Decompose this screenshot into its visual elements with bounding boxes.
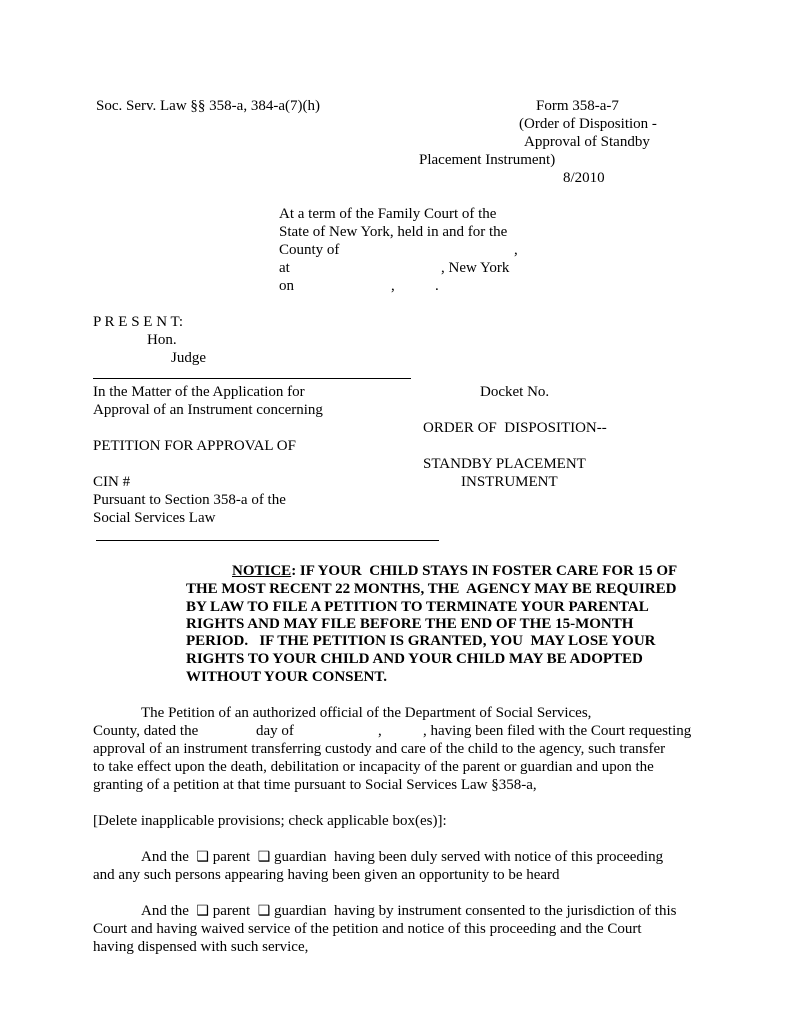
county-label: County of <box>279 242 340 258</box>
form-description-line-3: Placement Instrument) <box>419 152 556 168</box>
docket-label: Docket No. <box>480 384 550 400</box>
notice-line-6: RIGHTS TO YOUR CHILD AND YOUR CHILD MAY BE ADOPTED <box>186 651 643 667</box>
present-label: P R E S E N T: <box>93 314 184 330</box>
notice-line-1 <box>232 562 677 580</box>
judge-label: Judge <box>171 350 206 366</box>
notice-line-2: THE MOST RECENT 22 MONTHS, THE AGENCY MAY BE REQUIRED <box>186 581 677 597</box>
paragraph-2-line-1-text: having been duly served with notice of this proceeding <box>334 849 664 865</box>
parent-checkbox[interactable]: ❑ <box>196 850 209 865</box>
petition-title: PETITION FOR APPROVAL OF <box>93 438 296 454</box>
paragraph-1-county-dated: County, dated the <box>93 723 199 739</box>
statute-citation: Soc. Serv. Law §§ 358-a, 384-a(7)(h) <box>96 98 320 114</box>
paragraph-1-line-3: approval of an instrument transferring custody and care of the child to the agency, such transfer <box>93 741 666 757</box>
and-the-label: And the <box>141 903 189 919</box>
caption-bottom-rule <box>96 540 439 541</box>
court-line-1: At a term of the Family Court of the <box>279 206 497 222</box>
paragraph-3-line-1-text: having by instrument consented to the jurisdiction of this <box>334 903 677 919</box>
at-label: at <box>279 260 290 276</box>
parent-checkbox[interactable]: ❑ <box>196 904 209 919</box>
paragraph-3-line-2: Court and having waived service of the petition and notice of this proceeding and the Court <box>93 921 642 937</box>
parent-label: parent <box>212 849 251 865</box>
guardian-checkbox[interactable]: ❑ <box>257 904 271 919</box>
guardian-label: guardian <box>274 903 327 919</box>
delete-instructions: [Delete inapplicable provisions; check applicable box(es)]: <box>93 813 447 829</box>
standby-title-line-1: STANDBY PLACEMENT <box>423 456 586 472</box>
notice-line-7: WITHOUT YOUR CONSENT. <box>186 669 388 685</box>
court-line-2: State of New York, held in and for the <box>279 224 508 240</box>
and-the-label: And the <box>141 849 189 865</box>
date-period: . <box>435 278 439 294</box>
standby-title-line-2: INSTRUMENT <box>461 474 558 490</box>
new-york-label: , New York <box>441 260 510 276</box>
paragraph-1-line-5: granting of a petition at that time pursuant to Social Services Law §358-a, <box>93 777 537 793</box>
caption-top-rule <box>93 378 411 379</box>
date-comma: , <box>391 278 395 294</box>
matter-line-2: Approval of an Instrument concerning <box>93 402 323 418</box>
notice-line-1-text: : IF YOUR CHILD STAYS IN FOSTER CARE FOR 15 OF <box>291 563 678 579</box>
pursuant-line-2: Social Services Law <box>93 510 216 526</box>
form-number: Form 358-a-7 <box>536 98 619 114</box>
notice-line-3: BY LAW TO FILE A PETITION TO TERMINATE YOUR PARENTAL <box>186 599 649 615</box>
matter-line-1: In the Matter of the Application for <box>93 384 305 400</box>
guardian-checkbox[interactable]: ❑ <box>257 850 271 865</box>
parent-label: parent <box>212 903 251 919</box>
county-comma: , <box>514 242 518 258</box>
notice-line-5: PERIOD. IF THE PETITION IS GRANTED, YOU MAY LOSE YOUR <box>186 633 656 649</box>
paragraph-2-line-2: and any such persons appearing having been given an opportunity to be heard <box>93 867 560 883</box>
paragraph-3-line-3: having dispensed with such service, <box>93 939 309 955</box>
form-date: 8/2010 <box>563 170 605 186</box>
notice-label: NOTICE <box>232 563 292 579</box>
paragraph-1-filed: , having been filed with the Court requesting <box>423 723 692 739</box>
pursuant-line-1: Pursuant to Section 358-a of the <box>93 492 286 508</box>
notice-line-4: RIGHTS AND MAY FILE BEFORE THE END OF THE 15-MONTH <box>186 616 634 632</box>
on-label: on <box>279 278 294 294</box>
order-title: ORDER OF DISPOSITION-- <box>423 420 607 436</box>
form-description-line-1: (Order of Disposition - <box>519 116 657 132</box>
paragraph-1-line-4: to take effect upon the death, debilitation or incapacity of the parent or guardian and upon the <box>93 759 654 775</box>
paragraph-1-comma: , <box>378 723 382 739</box>
paragraph-1-line-1: The Petition of an authorized official of the Department of Social Services, <box>141 705 592 721</box>
paragraph-2-line-1 <box>141 848 663 867</box>
guardian-label: guardian <box>274 849 327 865</box>
cin-label: CIN # <box>93 474 131 490</box>
hon-label: Hon. <box>147 332 177 348</box>
paragraph-3-line-1 <box>141 902 676 921</box>
paragraph-1-day-of: day of <box>256 723 294 739</box>
form-description-line-2: Approval of Standby <box>524 134 650 150</box>
